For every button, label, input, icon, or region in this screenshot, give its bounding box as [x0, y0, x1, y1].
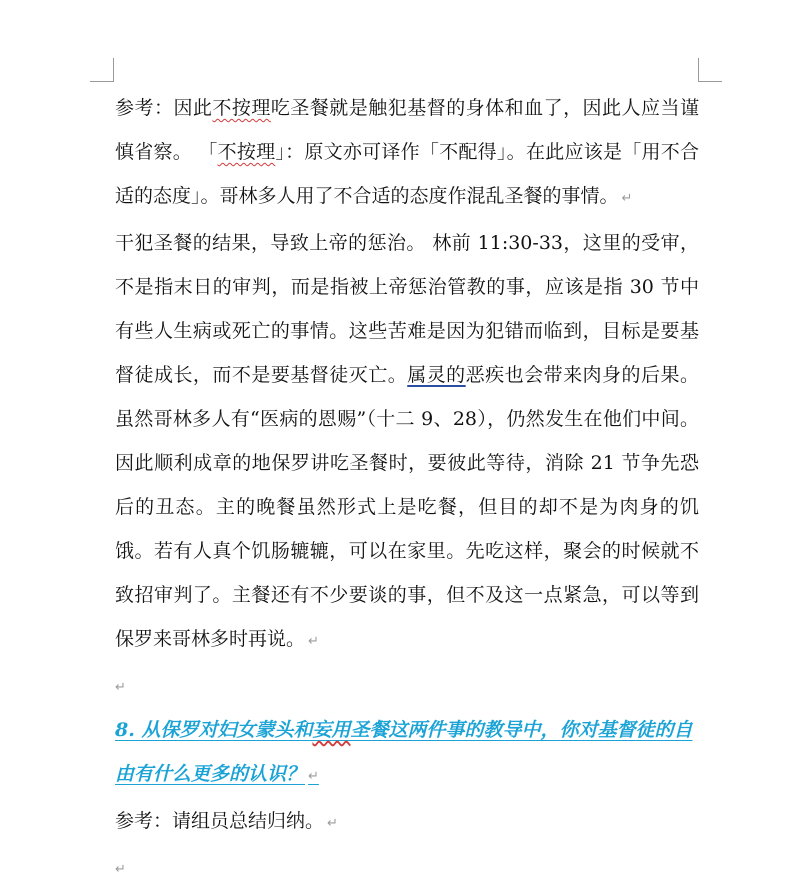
question-heading[interactable] — [115, 708, 699, 799]
crop-mark-top-left — [90, 58, 114, 82]
text-run: 圣餐这两件事的教导中，你对基督徒的自由有什么更多的认识？ — [115, 719, 693, 785]
paragraph-reference-2[interactable] — [115, 221, 699, 664]
spellcheck-flagged-word[interactable]: 妄用 — [312, 719, 351, 741]
paragraph-mark-icon: ↵ — [115, 862, 126, 877]
text-run: 恶疾也会带来肉身的后果。虽然哥林多人有“医病的恩赐”（十二 9、28），仍然发生在他们中间。因此顺利成章的地保罗讲吃圣餐时，要彼此等待，消除 21 节争先恐后的丑态。主的晚餐虽然形式上是吃餐，但目的却不是为肉身的饥饿。若有人真个饥肠辘辘，可以在家里。先吃这样，聚会的时候就不致招审判了。主餐还有不少要谈的事，但不及这一点紧急，可以等到保罗来哥林多时再说。 — [115, 364, 699, 650]
text-run: 干犯圣餐的结果，导致上帝的惩治。 林前 11:30-33，这里的受审，不是指末日的审判，而是指被上帝惩治管教的事，应该是指 30 节中有些人生病或死亡的事情。这些苦难是因为犯错而临到，目标是要基督徒成长，而不是要基督徒灭亡。 — [115, 232, 699, 386]
text-run: 吃圣餐就是触犯基督的身体和血了，因此人应当谨慎省察。 「 — [115, 97, 699, 163]
spellcheck-flagged-word[interactable]: 不按理 — [217, 141, 276, 163]
text-run: 参考：请组员总结归纳。 — [115, 810, 325, 832]
empty-paragraph[interactable] — [115, 846, 699, 890]
document-page-content — [115, 86, 699, 890]
spellcheck-flagged-word[interactable]: 不按理 — [212, 97, 271, 119]
paragraph-mark-icon: ↵ — [308, 769, 319, 784]
text-run: 8. 从保罗对妇女蒙头和 — [115, 719, 313, 741]
paragraph-mark-icon: ↵ — [621, 191, 633, 206]
answer-paragraph[interactable] — [115, 799, 699, 846]
empty-paragraph[interactable] — [115, 664, 699, 708]
paragraph-reference-1[interactable] — [115, 86, 699, 221]
crop-mark-top-right — [698, 58, 722, 82]
text-run: 参考：因此 — [115, 97, 213, 119]
paragraph-mark-icon: ↵ — [115, 680, 126, 695]
paragraph-mark-icon: ↵ — [327, 816, 338, 831]
grammar-flagged-word[interactable]: 属灵的 — [407, 364, 466, 386]
paragraph-mark-icon: ↵ — [308, 634, 319, 649]
text-run: 」：原文亦可译作「不配得」。在此应该是「用不合适的态度」。哥林多人用了不合适的态度作混乱圣餐的事情。 — [115, 141, 699, 207]
